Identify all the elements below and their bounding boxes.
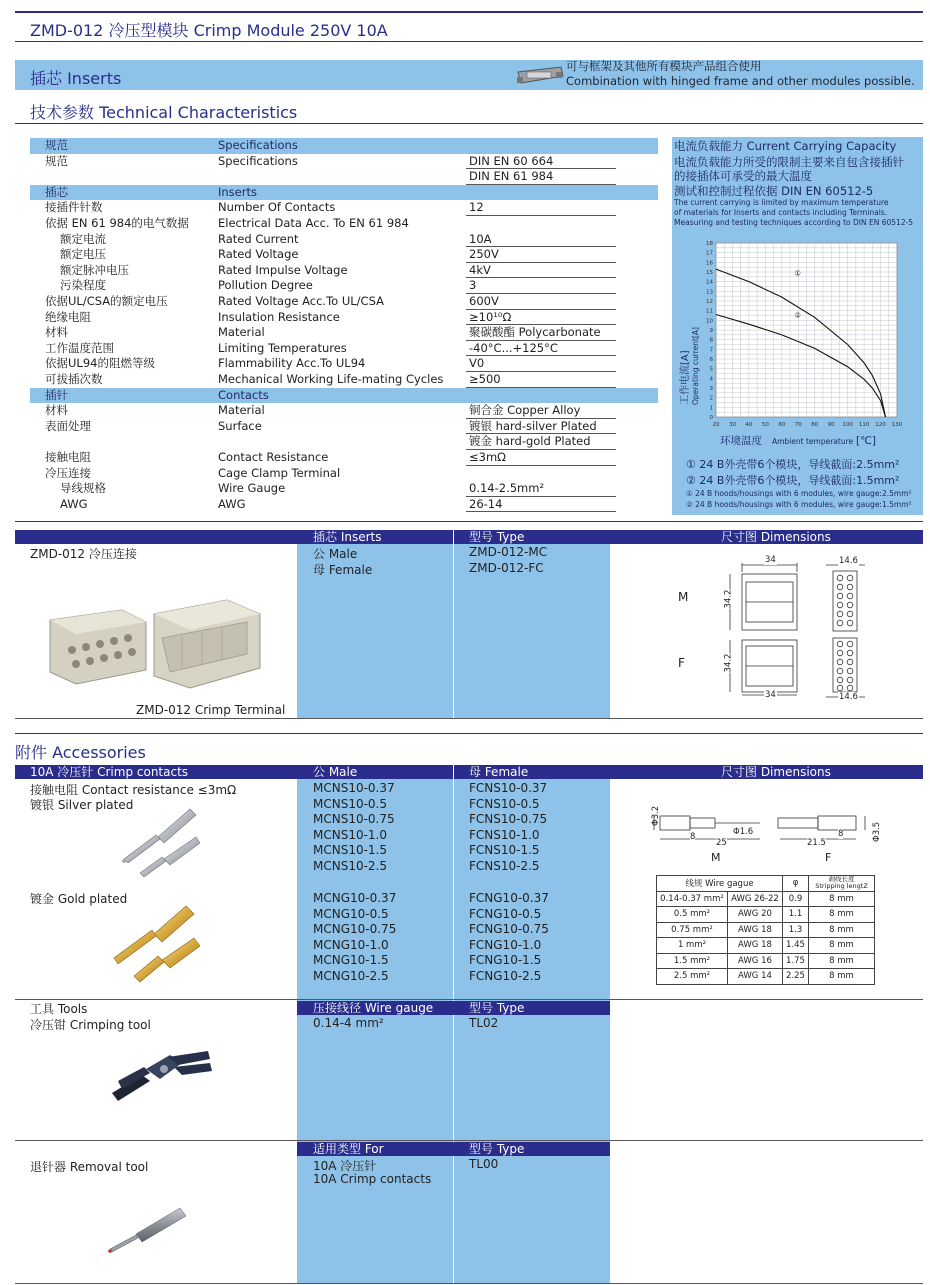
module-male-type: ZMD-012-MC [469, 545, 548, 559]
module-header-dims: 尺寸图 Dimensions [721, 530, 831, 544]
legend-1-en: ① 24 B hoods/housings with 6 modules, wire gauge:2.5mm² [686, 489, 912, 498]
current-capacity-chart [672, 235, 923, 449]
tech-cell-value: 0.14-2.5mm² [469, 481, 545, 496]
tech-row [30, 388, 658, 404]
part-number: MCNG10-0.37 [313, 891, 397, 905]
wg-cell: 1.1 [783, 907, 809, 923]
tech-row [30, 310, 658, 326]
wg-cell: 0.9 [783, 891, 809, 907]
accessories-col-divider [453, 765, 454, 1283]
chart-x-tick: 120 [875, 422, 886, 428]
gold-male-list [313, 891, 396, 985]
tech-cell-value: 26-14 [469, 496, 503, 511]
chart-y-tick: 4 [709, 376, 713, 383]
tech-cell-en: Rated Voltage [218, 247, 299, 262]
chart-y-tick: 1 [709, 405, 713, 412]
dim-25: 25 [716, 838, 727, 848]
wg-cell: 1.3 [783, 922, 809, 938]
capacity-cn-2: 的接插体可承受的最大温度 [674, 169, 812, 183]
part-number: MCNG10-1.0 [313, 937, 389, 952]
tech-cell-en: Flammability Acc.To UL94 [218, 356, 366, 371]
removal-header-type: 型号 Type [469, 1142, 525, 1156]
part-number: FCNS10-1.5 [469, 843, 540, 858]
silver-contacts-photo [100, 803, 200, 883]
part-number: MCNG10-0.5 [313, 906, 389, 921]
wg-cell: AWG 20 [727, 907, 782, 923]
tech-cell-value: ≥500 [469, 372, 501, 386]
part-number: MCNS10-0.5 [313, 796, 388, 811]
module-male-label: 公 Male [313, 547, 358, 561]
part-number: MCNS10-0.75 [313, 812, 395, 827]
legend-2-en: ② 24 B hoods/housings with 6 modules, wire gauge:1.5mm² [686, 500, 912, 509]
tech-cell-cn: 依据UL/CSA的额定电压 [45, 294, 168, 308]
capacity-en-1: The current carrying is limited by maximum temperature [674, 198, 889, 207]
removal-for-cn: 10A 冷压针 [313, 1159, 377, 1173]
tech-cell-cn: 额定电压 [60, 247, 106, 262]
dim-34-bottom: 34 [765, 690, 776, 700]
wg-row [657, 953, 875, 969]
wg-header-gauge: 线规 Wire gague [657, 876, 783, 892]
tech-cell-cn: 接触电阻 [45, 450, 91, 464]
tech-row [30, 247, 658, 263]
dim-crimp-f: F [825, 851, 832, 864]
removal-tool-type: TL00 [469, 1157, 499, 1171]
chart-y-tick: 12 [706, 299, 713, 305]
chart-x-tick: 30 [728, 422, 736, 428]
tech-cell-cn: 插芯 [45, 184, 68, 199]
part-number: FCNG10-0.37 [469, 891, 549, 905]
tech-row [30, 466, 658, 482]
tech-row [30, 169, 658, 185]
chart-ylabel-cn: 工作电流[A] [680, 350, 691, 405]
tech-cell-value: 镀银 hard-silver Plated [469, 418, 597, 433]
contact-resistance-label: 接触电阻 Contact resistance ≤3mΩ [30, 783, 237, 797]
part-number: FCNG10-1.5 [469, 953, 542, 968]
wg-cell: 0.14-0.37 mm² [657, 891, 728, 907]
tech-cell-value: 3 [469, 278, 477, 293]
part-number: FCNG10-0.75 [469, 922, 549, 937]
tech-cell-en: Electrical Data Acc. To EN 61 984 [218, 216, 409, 230]
chart-y-tick: 6 [709, 357, 713, 363]
chart-xlabel-unit: [℃] [856, 435, 876, 447]
capacity-title: 电流负载能力 Current Carrying Capacity [674, 139, 897, 153]
tech-cell-value: 250V [469, 247, 499, 262]
wg-cell: 1.5 mm² [657, 953, 728, 969]
crimping-tool-photo [108, 1045, 216, 1107]
crimp-module-photo [42, 592, 267, 702]
tech-row [30, 325, 658, 341]
dim-146-top: 14.6 [839, 556, 858, 566]
tools-header-label: 工具 Tools [30, 1002, 88, 1016]
dim-342-m: 34.2 [723, 589, 734, 609]
top-rule [15, 11, 923, 13]
wg-cell: 8 mm [809, 953, 875, 969]
part-number: FCNS10-0.5 [469, 796, 540, 811]
tech-row [30, 403, 658, 419]
chart-y-tick: 11 [706, 308, 713, 315]
gold-female-list [469, 891, 549, 985]
tech-cell-value: 600V [469, 294, 499, 308]
wg-row [657, 938, 875, 954]
module-rule-bottom [15, 718, 923, 719]
wg-cell: 8 mm [809, 922, 875, 938]
dim-crimp-m: M [711, 851, 721, 864]
wg-header-strip-cn: 剥线长度 [828, 875, 855, 884]
chart-y-tick: 13 [706, 289, 713, 296]
tech-cell-en: Material [218, 403, 265, 418]
chart-y-tick: 2 [709, 395, 713, 402]
module-rule-top [15, 521, 923, 522]
wg-cell: 0.75 mm² [657, 922, 728, 938]
dim-m-label: M [678, 590, 689, 604]
tech-cell-en: Contacts [218, 387, 269, 402]
chart-x-tick: 130 [891, 422, 903, 428]
dim-146-bottom: 14.6 [839, 692, 858, 702]
chart-series-label: ① [794, 269, 801, 278]
tech-cell-cn: 工作温度范围 [45, 340, 114, 355]
inserts-note-cn: 可与框架及其他所有模块产品组合使用 [566, 59, 762, 73]
tech-row [30, 356, 658, 372]
part-number: MCNG10-0.75 [313, 922, 397, 937]
tech-row [30, 450, 658, 466]
wg-header-phi: φ [783, 876, 809, 892]
module-header-type: 型号 Type [469, 530, 525, 544]
tech-cell-cn: 规范 [45, 153, 68, 168]
part-number: FCNS10-0.37 [469, 781, 548, 795]
tech-cell-cn: 接插件针数 [45, 200, 103, 215]
tech-cell-en: Rated Impulse Voltage [218, 262, 348, 277]
tech-cell-cn: 污染程度 [60, 278, 106, 293]
wg-cell: 8 mm [809, 891, 875, 907]
bottom-rule [15, 1283, 923, 1284]
tech-row [30, 232, 658, 248]
tech-row [30, 294, 658, 310]
chart-x-tick: 80 [811, 422, 819, 428]
title-rule [15, 41, 923, 42]
tech-cell-en: Mechanical Working Life-mating Cycles [218, 372, 444, 386]
inserts-note-en: Combination with hinged frame and other modules possible. [566, 74, 915, 88]
tools-header-type: 型号 Type [469, 1001, 525, 1015]
chart-ylabel-en: Operating current[A] [691, 327, 700, 405]
tech-cell-value: 聚碳酸酯 Polycarbonate [469, 325, 601, 340]
chart-x-tick: 90 [827, 422, 835, 428]
tech-cell-en: Number Of Contacts [218, 200, 336, 215]
part-number: MCNG10-2.5 [313, 968, 389, 983]
wg-row [657, 891, 875, 907]
crimp-header-male: 公 Male [313, 765, 358, 779]
removal-header-for: 适用类型 For [313, 1142, 384, 1156]
chart-y-tick: 0 [709, 415, 713, 421]
wg-row [657, 922, 875, 938]
chart-xlabel-cn: 环境温度 [720, 435, 762, 447]
tech-cell-en: Material [218, 325, 265, 340]
chart-x-tick: 100 [842, 422, 853, 428]
wire-gauge-table [656, 875, 875, 985]
tech-cell-value: -40°C...+125°C [469, 340, 558, 355]
chart-x-tick: 70 [794, 422, 802, 428]
part-number: MCNS10-0.37 [313, 781, 395, 795]
crimping-tool-name: 冷压钳 Crimping tool [30, 1018, 151, 1032]
chart-y-tick: 16 [706, 260, 713, 267]
chart-y-tick: 14 [706, 279, 713, 286]
chart-y-tick: 17 [706, 250, 713, 257]
wg-header-strip-en: Stripping lengtZ [815, 882, 868, 891]
chart-y-tick: 5 [709, 366, 713, 373]
dim-342-f: 34.2 [723, 653, 734, 673]
wg-header-strip [809, 876, 875, 892]
chart-y-tick: 3 [709, 386, 713, 392]
chart-x-tick: 20 [712, 422, 720, 428]
part-number: FCNS10-2.5 [469, 858, 540, 873]
part-number: MCNS10-1.5 [313, 843, 388, 858]
tech-row [30, 372, 658, 388]
tech-cell-cn: 导线规格 [60, 481, 106, 496]
capacity-cn-1: 电流负载能力所受的限制主要来自包含接插针 [674, 155, 904, 169]
tech-cell-cn: AWG [60, 496, 88, 511]
tools-rule [15, 999, 923, 1000]
crimp-contact-dimension-drawing [650, 806, 885, 861]
dim-phi16: Φ1.6 [733, 827, 754, 837]
wg-cell: AWG 26-22 [727, 891, 782, 907]
chart-x-tick: 40 [745, 422, 753, 428]
tech-row [30, 481, 658, 497]
tech-cell-value: 10A [469, 231, 492, 246]
tech-cell-en: Surface [218, 418, 262, 433]
inserts-band-label: 插芯 Inserts [30, 69, 122, 88]
tech-row [30, 138, 658, 154]
chart-x-tick: 110 [858, 422, 870, 428]
chart-y-tick: 8 [709, 337, 713, 344]
dim-f-label: F [678, 656, 685, 670]
part-number: FCNS10-1.0 [469, 827, 540, 842]
silver-male-pin-image [122, 809, 196, 863]
dim-34-top: 34 [765, 555, 776, 565]
tech-row [30, 154, 658, 170]
tech-cell-en: Insulation Resistance [218, 309, 340, 324]
male-module-image [154, 600, 260, 688]
wg-row [657, 907, 875, 923]
tech-row [30, 419, 658, 435]
tech-cell-cn: 表面处理 [45, 418, 91, 433]
inserts-band [15, 60, 923, 90]
chart-y-tick: 18 [706, 241, 713, 247]
tech-cell-cn: 材料 [45, 403, 68, 418]
tech-cell-value: ≤3mΩ [469, 450, 506, 464]
crimping-tool-gauge: 0.14-4 mm² [313, 1016, 384, 1030]
accessories-rule [15, 733, 923, 734]
gold-plated-label: 镀金 Gold plated [30, 892, 128, 906]
chart-x-tick: 60 [778, 422, 786, 428]
removal-rule [15, 1140, 923, 1141]
tech-cell-en: AWG [218, 496, 246, 511]
part-number: FCNS10-0.75 [469, 812, 548, 827]
tech-row [30, 278, 658, 294]
module-caption: ZMD-012 Crimp Terminal [136, 703, 286, 717]
part-number: FCNG10-0.5 [469, 906, 542, 921]
capacity-en-2: of materials for Inserts and contacts including Terminals. [674, 208, 888, 217]
crimp-header-dims: 尺寸图 Dimensions [721, 765, 831, 779]
module-name: ZMD-012 冷压连接 [30, 547, 137, 561]
dim-8-male: 8 [690, 832, 696, 842]
module-dimension-drawing [720, 554, 870, 704]
crimping-tool-type: TL02 [469, 1016, 499, 1030]
gold-contacts-photo [100, 900, 200, 990]
tech-cell-cn: 冷压连接 [45, 465, 91, 480]
chart-y-tick: 10 [706, 318, 713, 325]
tech-cell-value: 铜合金 Copper Alloy [469, 403, 581, 418]
tech-cell-cn: 依据 EN 61 984的电气数据 [45, 216, 189, 230]
tech-row [30, 263, 658, 279]
wg-cell: AWG 18 [727, 938, 782, 954]
tech-cell-cn: 绝缘电阻 [45, 309, 91, 324]
tech-cell-en: Rated Voltage Acc.To UL/CSA [218, 294, 384, 308]
tech-cell-en: Cage Clamp Terminal [218, 465, 341, 480]
tech-cell-cn: 规范 [45, 138, 68, 152]
legend-2-cn: ② 24 B外壳带6个模块，导线截面:1.5mm² [686, 474, 900, 487]
tech-title: 技术参数 Technical Characteristics [30, 103, 298, 122]
tech-cell-en: Rated Current [218, 231, 299, 246]
part-number: FCNG10-1.0 [469, 937, 542, 952]
tech-cell-value: DIN EN 60 664 [469, 153, 554, 168]
tech-cell-en: Wire Gauge [218, 481, 286, 496]
tech-cell-en: Specifications [218, 153, 298, 168]
capacity-panel [672, 137, 923, 515]
wg-cell: 2.25 [783, 969, 809, 985]
tech-row [30, 434, 658, 450]
wg-cell: AWG 14 [727, 969, 782, 985]
chart-x-tick: 50 [761, 422, 769, 428]
tech-row [30, 497, 658, 513]
tech-cell-cn: 额定电流 [60, 231, 106, 246]
module-female-label: 母 Female [313, 563, 373, 577]
wg-cell: 1.45 [783, 938, 809, 954]
wg-cell: AWG 16 [727, 953, 782, 969]
tools-header-gauge: 压接线径 Wire gauge [313, 1001, 434, 1015]
tech-cell-cn: 插针 [45, 387, 68, 402]
wg-cell: 2.5 mm² [657, 969, 728, 985]
part-number: MCNS10-2.5 [313, 858, 388, 873]
accessories-title: 附件 Accessories [15, 743, 146, 762]
silver-plated-label: 镀银 Silver plated [30, 798, 134, 812]
chart-series-label: ② [794, 311, 801, 320]
capacity-en-3: Measuring and testing techniques according to DIN EN 60512-5 [674, 218, 914, 227]
module-col-divider [453, 530, 454, 718]
tech-cell-value: DIN EN 61 984 [469, 169, 554, 184]
tech-cell-en: Limiting Temperatures [218, 340, 347, 355]
silver-female-list [469, 781, 547, 875]
value-underline [466, 511, 616, 512]
tech-rule [15, 123, 923, 124]
wg-cell: 1 mm² [657, 938, 728, 954]
tech-table [30, 138, 658, 518]
dim-8-female: 8 [838, 829, 844, 839]
chart-y-tick: 9 [709, 328, 713, 334]
tech-row [30, 185, 658, 201]
tech-cell-value: 12 [469, 200, 484, 215]
wg-cell: 8 mm [809, 969, 875, 985]
tech-cell-en: Pollution Degree [218, 278, 313, 293]
chart-xlabel-en: Ambient temperature [772, 437, 854, 446]
wg-cell: 8 mm [809, 907, 875, 923]
tech-cell-value: 4kV [469, 262, 491, 277]
tech-cell-en: Specifications [218, 138, 298, 152]
tech-row [30, 200, 658, 216]
tech-cell-cn: 依据UL94的阻燃等级 [45, 356, 155, 371]
part-number: MCNG10-1.5 [313, 953, 389, 968]
legend-1-cn: ① 24 B外壳带6个模块，导线截面:2.5mm² [686, 458, 900, 471]
chart-y-tick: 7 [709, 347, 713, 354]
dim-phi32: Φ3.2 [651, 805, 661, 826]
tech-cell-cn: 额定脉冲电压 [60, 262, 129, 277]
tech-cell-cn: 材料 [45, 325, 68, 340]
wg-cell: AWG 18 [727, 922, 782, 938]
chart-y-tick: 15 [706, 270, 713, 276]
wg-row [657, 969, 875, 985]
tech-cell-value: 镀金 hard-gold Plated [469, 434, 591, 449]
capacity-cn-3: 测试和控制过程依据 DIN EN 60512-5 [674, 184, 874, 198]
dim-215: 21.5 [807, 838, 826, 848]
wg-cell: 0.5 mm² [657, 907, 728, 923]
tech-cell-en: Contact Resistance [218, 450, 329, 464]
crimp-header-label: 10A 冷压针 Crimp contacts [30, 765, 189, 779]
tech-cell-value: ≥10¹⁰Ω [469, 309, 512, 324]
removal-for-en: 10A Crimp contacts [313, 1172, 432, 1186]
tech-row [30, 341, 658, 357]
wg-cell: 1.75 [783, 953, 809, 969]
silver-male-list [313, 781, 395, 875]
tech-cell-value: V0 [469, 356, 485, 371]
part-number: FCNG10-2.5 [469, 968, 542, 983]
removal-tool-name: 退针器 Removal tool [30, 1160, 149, 1174]
wg-cell: 8 mm [809, 938, 875, 954]
module-female-type: ZMD-012-FC [469, 561, 544, 575]
removal-tool-photo [106, 1200, 188, 1255]
module-header-inserts: 插芯 Inserts [313, 530, 382, 544]
tech-row [30, 216, 658, 232]
crimp-header-female: 母 Female [469, 765, 529, 779]
tech-cell-en: Inserts [218, 184, 257, 199]
part-number: MCNS10-1.0 [313, 827, 388, 842]
female-module-image [50, 610, 146, 684]
page-title: ZMD-012 冷压型模块 Crimp Module 250V 10A [30, 21, 388, 40]
hinged-frame-icon [515, 64, 565, 86]
tech-cell-cn: 可拔插次数 [45, 372, 103, 386]
dim-phi35: Φ3.5 [872, 821, 882, 842]
